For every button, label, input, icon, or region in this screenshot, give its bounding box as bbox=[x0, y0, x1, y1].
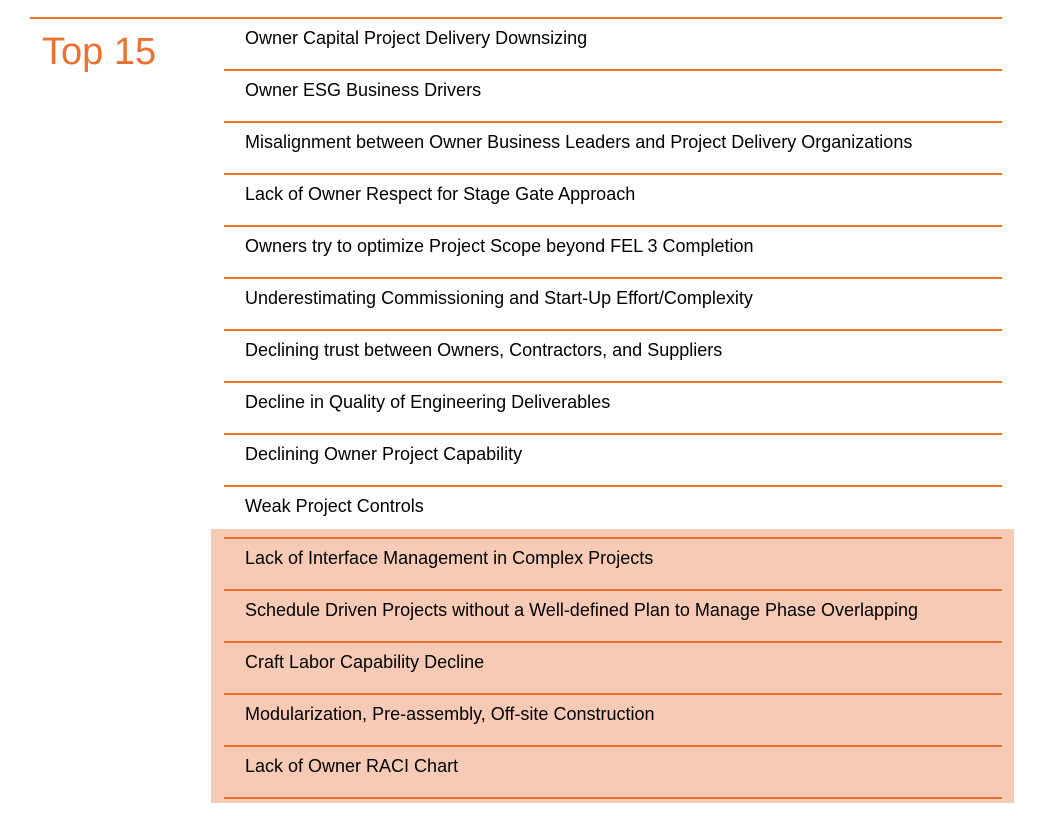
list-item-label: Schedule Driven Projects without a Well-defined Plan to Manage Phase Overlapping bbox=[245, 600, 919, 620]
list-item bbox=[224, 383, 1002, 435]
list-item-label: Lack of Interface Management in Complex Projects bbox=[245, 548, 654, 568]
list-item bbox=[224, 71, 1002, 123]
list-item-label: Decline in Quality of Engineering Deliverables bbox=[245, 392, 611, 412]
list-item-label: Misalignment between Owner Business Leaders and Project Delivery Organizations bbox=[245, 132, 913, 152]
highlighted-list-item bbox=[224, 643, 1002, 695]
list-item-label: Weak Project Controls bbox=[245, 496, 424, 516]
list-item-label: Lack of Owner Respect for Stage Gate Approach bbox=[245, 184, 636, 204]
list-item-label: Underestimating Commissioning and Start-Up Effort/Complexity bbox=[245, 288, 753, 308]
highlighted-list-item bbox=[224, 747, 1002, 799]
top-issues-list bbox=[224, 19, 1002, 799]
list-item-label: Owner Capital Project Delivery Downsizing bbox=[245, 28, 588, 48]
highlighted-list-item bbox=[224, 539, 1002, 591]
highlighted-list-item bbox=[224, 695, 1002, 747]
list-item-label: Modularization, Pre-assembly, Off-site Construction bbox=[245, 704, 655, 724]
list-item bbox=[224, 19, 1002, 71]
list-item-label: Lack of Owner RACI Chart bbox=[245, 756, 459, 776]
page-title: Top 15 bbox=[42, 31, 157, 73]
list-item-label: Declining Owner Project Capability bbox=[245, 444, 523, 464]
list-item-label: Declining trust between Owners, Contractors, and Suppliers bbox=[245, 340, 723, 360]
list-item-label: Craft Labor Capability Decline bbox=[245, 652, 485, 672]
list-item bbox=[224, 487, 1002, 539]
list-item bbox=[224, 435, 1002, 487]
list-item bbox=[224, 175, 1002, 227]
list-item bbox=[224, 227, 1002, 279]
list-item bbox=[224, 123, 1002, 175]
list-item-label: Owners try to optimize Project Scope beyond FEL 3 Completion bbox=[245, 236, 754, 256]
list-item bbox=[224, 279, 1002, 331]
list-item-label: Owner ESG Business Drivers bbox=[245, 80, 482, 100]
highlighted-list-item bbox=[224, 591, 1002, 643]
list-item bbox=[224, 331, 1002, 383]
